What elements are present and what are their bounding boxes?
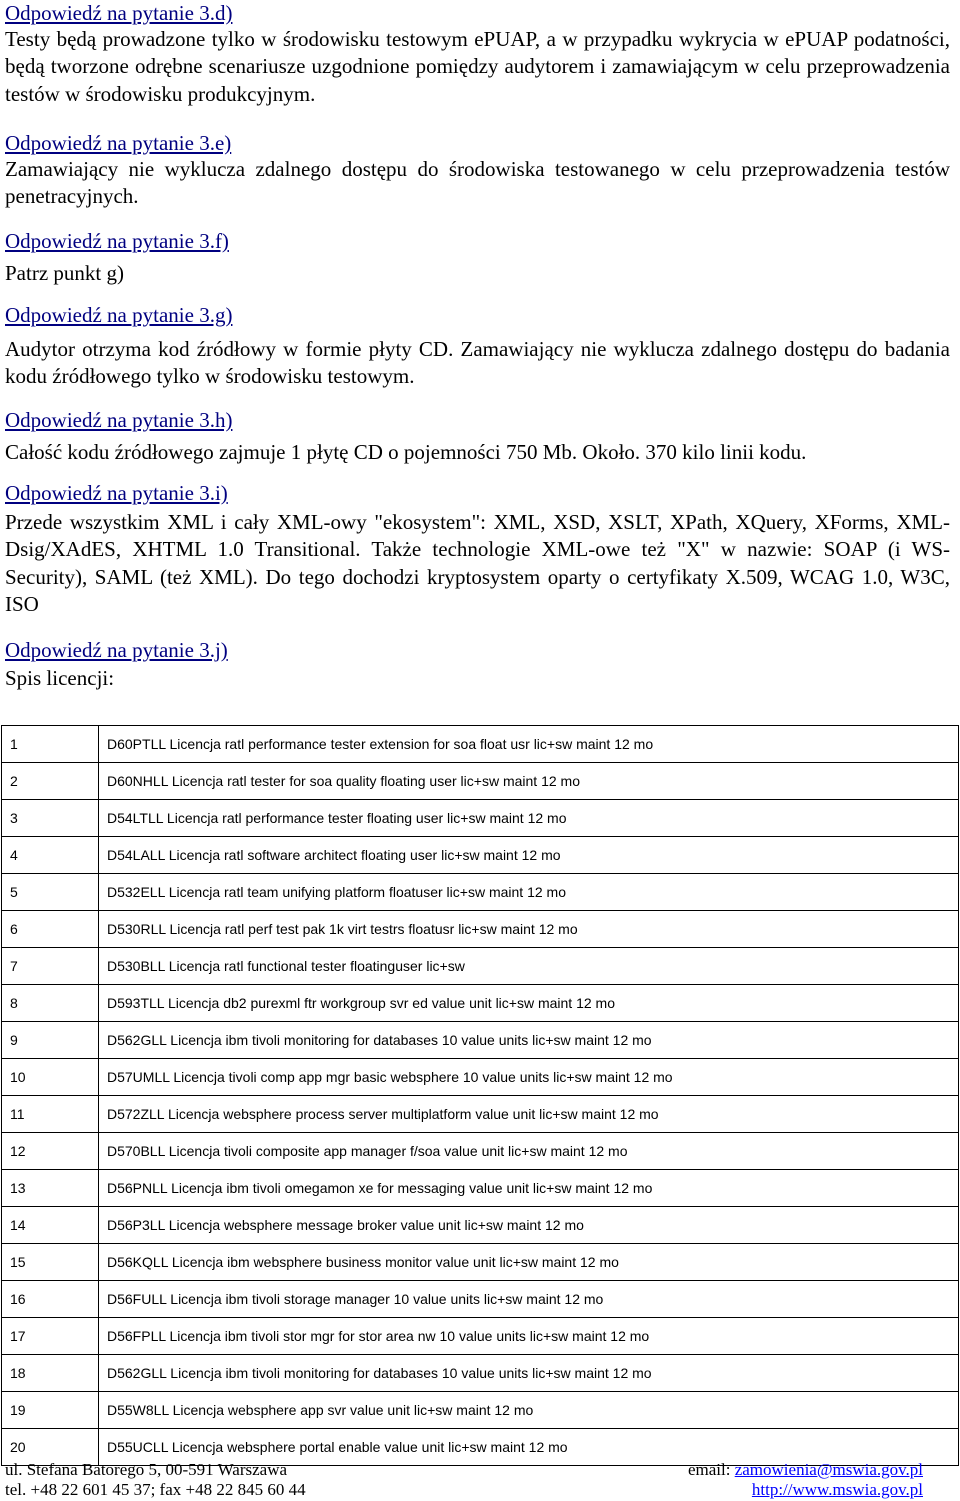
section-text: Całość kodu źródłowego zajmuje 1 płytę CD o pojemności 750 Mb. Około. 370 kilo linii kodu.	[5, 440, 807, 464]
license-number: 2	[2, 763, 99, 800]
section-text: Patrz punkt g)	[5, 261, 124, 285]
license-number: 4	[2, 837, 99, 874]
footer-email	[688, 1460, 923, 1480]
license-number: 7	[2, 948, 99, 985]
section-3h	[5, 407, 950, 466]
license-number: 9	[2, 1022, 99, 1059]
license-table-body	[2, 726, 959, 1466]
table-row	[2, 874, 959, 911]
license-description: D572ZLL Licencja websphere process server multiplatform value unit lic+sw maint 12 mo	[99, 1096, 959, 1133]
section-text: Audytor otrzyma kod źródłowy w formie płyty CD. Zamawiający nie wyklucza zdalnego dostępu do badania kodu źródłowego tylko w środowisku testowym.	[5, 337, 950, 389]
section-heading: Odpowiedź na pytanie 3.h)	[5, 408, 233, 432]
license-description: D56P3LL Licencja websphere message broker value unit lic+sw maint 12 mo	[99, 1207, 959, 1244]
section-3d	[5, 0, 950, 108]
section-heading: Odpowiedź na pytanie 3.f)	[5, 229, 229, 253]
license-list-label: Spis licencji:	[5, 666, 115, 690]
license-description: D57UMLL Licencja tivoli comp app mgr basic websphere 10 value units lic+sw maint 12 mo	[99, 1059, 959, 1096]
table-row	[2, 1059, 959, 1096]
license-description: D60PTLL Licencja ratl performance tester extension for soa float usr lic+sw maint 12 mo	[99, 726, 959, 763]
license-number: 20	[2, 1429, 99, 1466]
license-description: D55UCLL Licencja websphere portal enable value unit lic+sw maint 12 mo	[99, 1429, 959, 1466]
section-text: Zamawiający nie wyklucza zdalnego dostępu do środowiska testowanego w celu przeprowadzenia testów penetracyjnych.	[5, 157, 950, 209]
license-description: D55W8LL Licencja websphere app svr value unit lic+sw maint 12 mo	[99, 1392, 959, 1429]
section-3g	[5, 302, 950, 391]
license-number: 1	[2, 726, 99, 763]
section-heading: Odpowiedź na pytanie 3.j)	[5, 638, 228, 662]
footer-address: ul. Stefana Batorego 5, 00-591 Warszawa	[5, 1460, 288, 1479]
license-description: D530RLL Licencja ratl perf test pak 1k virt testrs floatusr lic+sw maint 12 mo	[99, 911, 959, 948]
table-row	[2, 1392, 959, 1429]
table-row	[2, 911, 959, 948]
license-description: D54LALL Licencja ratl software architect floating user lic+sw maint 12 mo	[99, 837, 959, 874]
table-row	[2, 1133, 959, 1170]
page-footer	[5, 1460, 923, 1500]
footer-email-label: email:	[687, 1460, 735, 1479]
section-heading: Odpowiedź na pytanie 3.g)	[5, 303, 233, 327]
license-description: D56KQLL Licencja ibm websphere business monitor value unit lic+sw maint 12 mo	[99, 1244, 959, 1281]
table-row	[2, 837, 959, 874]
footer-phone: tel. +48 22 601 45 37; fax +48 22 845 60 44	[5, 1480, 306, 1499]
license-number: 15	[2, 1244, 99, 1281]
license-description: D56FPLL Licencja ibm tivoli stor mgr for stor area nw 10 value units lic+sw maint 12 mo	[99, 1318, 959, 1355]
license-description: D532ELL Licencja ratl team unifying platform floatuser lic+sw maint 12 mo	[99, 874, 959, 911]
section-3e	[5, 130, 950, 211]
license-table	[1, 725, 959, 1466]
license-number: 16	[2, 1281, 99, 1318]
license-number: 13	[2, 1170, 99, 1207]
section-3f	[5, 228, 950, 287]
table-row	[2, 763, 959, 800]
table-row	[2, 948, 959, 985]
license-number: 19	[2, 1392, 99, 1429]
table-row	[2, 1096, 959, 1133]
section-heading: Odpowiedź na pytanie 3.e)	[5, 131, 232, 155]
license-description: D570BLL Licencja tivoli composite app manager f/soa value unit lic+sw maint 12 mo	[99, 1133, 959, 1170]
section-3j	[5, 637, 950, 691]
table-row	[2, 1022, 959, 1059]
license-description: D593TLL Licencja db2 purexml ftr workgroup svr ed value unit lic+sw maint 12 mo	[99, 985, 959, 1022]
table-row	[2, 1281, 959, 1318]
table-row	[2, 726, 959, 763]
website-link[interactable]: http://www.mswia.gov.pl	[751, 1480, 923, 1499]
table-row	[2, 985, 959, 1022]
table-row	[2, 1355, 959, 1392]
license-description: D562GLL Licencja ibm tivoli monitoring for databases 10 value units lic+sw maint 12 mo	[99, 1355, 959, 1392]
license-number: 3	[2, 800, 99, 837]
license-description: D60NHLL Licencja ratl tester for soa quality floating user lic+sw maint 12 mo	[99, 763, 959, 800]
section-heading: Odpowiedź na pytanie 3.d)	[5, 1, 233, 25]
section-heading: Odpowiedź na pytanie 3.i)	[5, 481, 228, 505]
license-number: 12	[2, 1133, 99, 1170]
table-row	[2, 1244, 959, 1281]
license-description: D56PNLL Licencja ibm tivoli omegamon xe for messaging value unit lic+sw maint 12 mo	[99, 1170, 959, 1207]
table-row	[2, 1170, 959, 1207]
section-text: Testy będą prowadzone tylko w środowisku testowym ePUAP, a w przypadku wykrycia w ePUAP podatności, będą tworzone odrębne scenariusze uzgodnione pomiędzy audytorem i zamawiającym w celu przeprowadzenia testów w środowisku produkcyjnym.	[5, 27, 950, 106]
table-row	[2, 1207, 959, 1244]
email-link[interactable]: zamowienia@mswia.gov.pl	[734, 1460, 923, 1479]
license-number: 14	[2, 1207, 99, 1244]
license-number: 18	[2, 1355, 99, 1392]
license-number: 10	[2, 1059, 99, 1096]
license-number: 8	[2, 985, 99, 1022]
license-description: D562GLL Licencja ibm tivoli monitoring for databases 10 value units lic+sw maint 12 mo	[99, 1022, 959, 1059]
license-number: 5	[2, 874, 99, 911]
license-description: D56FULL Licencja ibm tivoli storage manager 10 value units lic+sw maint 12 mo	[99, 1281, 959, 1318]
license-description: D530BLL Licencja ratl functional tester floatinguser lic+sw	[99, 948, 959, 985]
license-number: 11	[2, 1096, 99, 1133]
license-description: D54LTLL Licencja ratl performance tester floating user lic+sw maint 12 mo	[99, 800, 959, 837]
license-number: 17	[2, 1318, 99, 1355]
section-text: Przede wszystkim XML i cały XML-owy "ekosystem": XML, XSD, XSLT, XPath, XQuery, XForms, XML-Dsig/XAdES, XHTML 1.0 Transitional. Także technologie XML-owe też "X" w nazwie: SOAP (i WS-Security), SAML (też XML). Do tego dochodzi kryptosystem oparty o certyfikaty X.509, WCAG 1.0, W3C, ISO	[5, 510, 950, 616]
table-row	[2, 1318, 959, 1355]
section-3i	[5, 480, 950, 618]
table-row	[2, 800, 959, 837]
license-number: 6	[2, 911, 99, 948]
